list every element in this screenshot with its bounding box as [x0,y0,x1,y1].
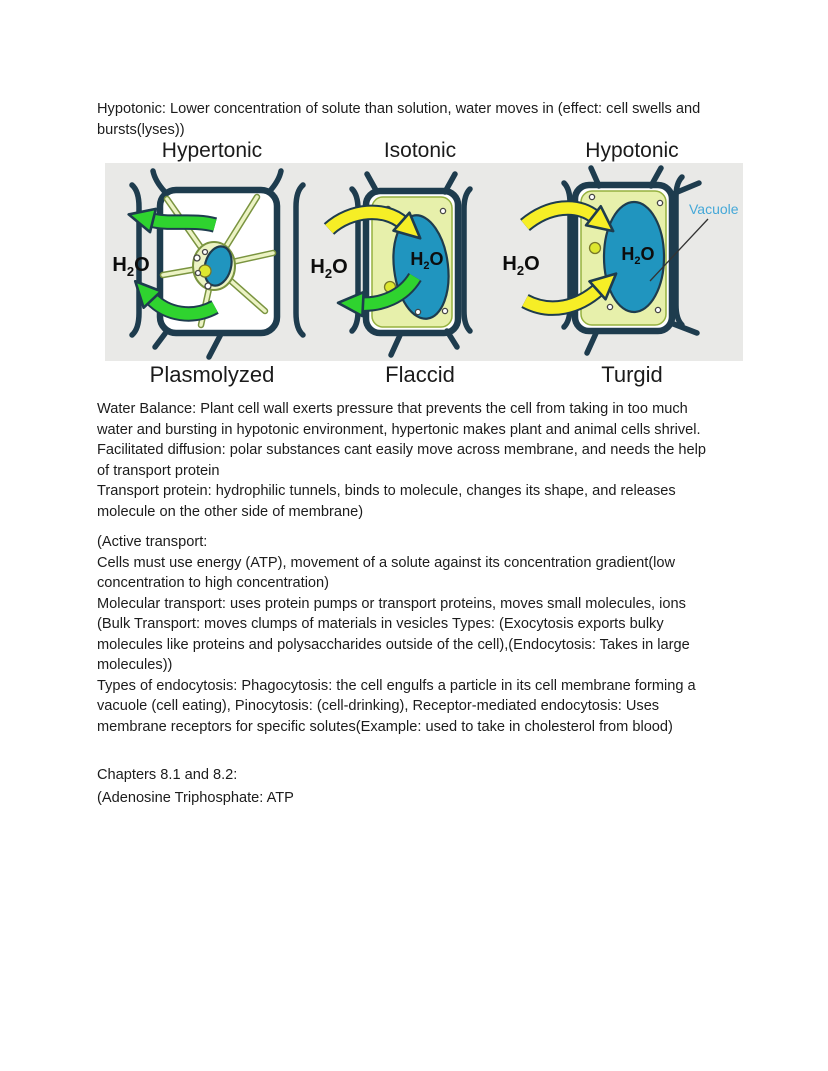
h2o-label-inside: $H_2O$ [410,249,444,272]
plant-cell-tonicity-diagram [105,163,743,361]
text-line: membrane receptors for specific solutes(Example: used to take in cholesterol from blood) [97,718,673,735]
text-line: (Bulk Transport: moves clumps of materials in vesicles Types: (Exocytosis exports bulky [97,616,664,632]
text-line: Cells must use energy (ATP), movement of a solute against its concentration gradient(low [97,554,676,571]
notes-water-balance [97,399,757,522]
text-line: concentration to high concentration) [97,575,330,591]
h2o-label-outside: $H_2O$ [112,254,150,279]
text-line: of transport protein [97,462,220,479]
text-line: bursts(lyses)) [97,121,185,138]
text-line: molecules)) [97,657,173,673]
text-line: Types of endocytosis: Phagocytosis: the cell engulfs a particle in its cell membrane forming a [97,677,696,694]
text-line: Transport protein: hydrophilic tunnels, binds to molecule, changes its shape, and releases [97,483,676,499]
header-hypotonic: Hypotonic [585,139,679,162]
organelle [199,265,211,277]
h2o-label-inside: $H_2O$ [621,244,655,267]
text-line: Water Balance: Plant cell wall exerts pressure that prevents the cell from taking in too much [97,401,688,417]
header-isotonic: Isotonic [383,139,457,162]
figure-header-row [0,139,828,165]
header-hypertonic: Hypertonic [161,139,263,162]
text-line: molecule on the other side of membrane) [97,503,364,520]
footer-flaccid: Flaccid [385,362,455,387]
chapters-heading: Chapters 8.1 and 8.2: [97,767,238,783]
text-line: vacuole (cell eating), Pinocytosis: (cell-drinking), Receptor-mediated endocytosis: Uses [97,698,660,714]
footer-turgid: Turgid [601,362,663,387]
text-line: Facilitated diffusion: polar substances cant easily move across membrane, and needs the help [97,442,706,458]
vacuole-callout-label: Vacuole [689,201,739,217]
water-outflow-arrow-top [151,220,215,225]
figure-footer-row [0,363,828,389]
footer-plasmolyzed: Plasmolyzed [149,362,275,387]
text-line: Molecular transport: uses protein pumps or transport proteins, moves small molecules, ions [97,595,686,612]
notes-active-transport [97,532,757,737]
atp-line: (Adenosine Triphosphate: ATP [97,790,294,806]
text-line: water and bursting in hypotonic environment, hypertonic makes plant and animal cells shrivel. [97,421,701,438]
organelle [590,243,601,254]
intro-paragraph [97,99,757,140]
text-line: (Active transport: [97,534,208,550]
text-line: Hypotonic: Lower concentration of solute than solution, water moves in (effect: cell swells and [97,101,701,117]
h2o-label-outside: $H_2O$ [502,253,540,278]
text-line: molecules like proteins and polysaccharides outside of the cell),(Endocytosis: Takes in large [97,636,690,653]
h2o-label-outside: $H_2O$ [310,256,348,281]
